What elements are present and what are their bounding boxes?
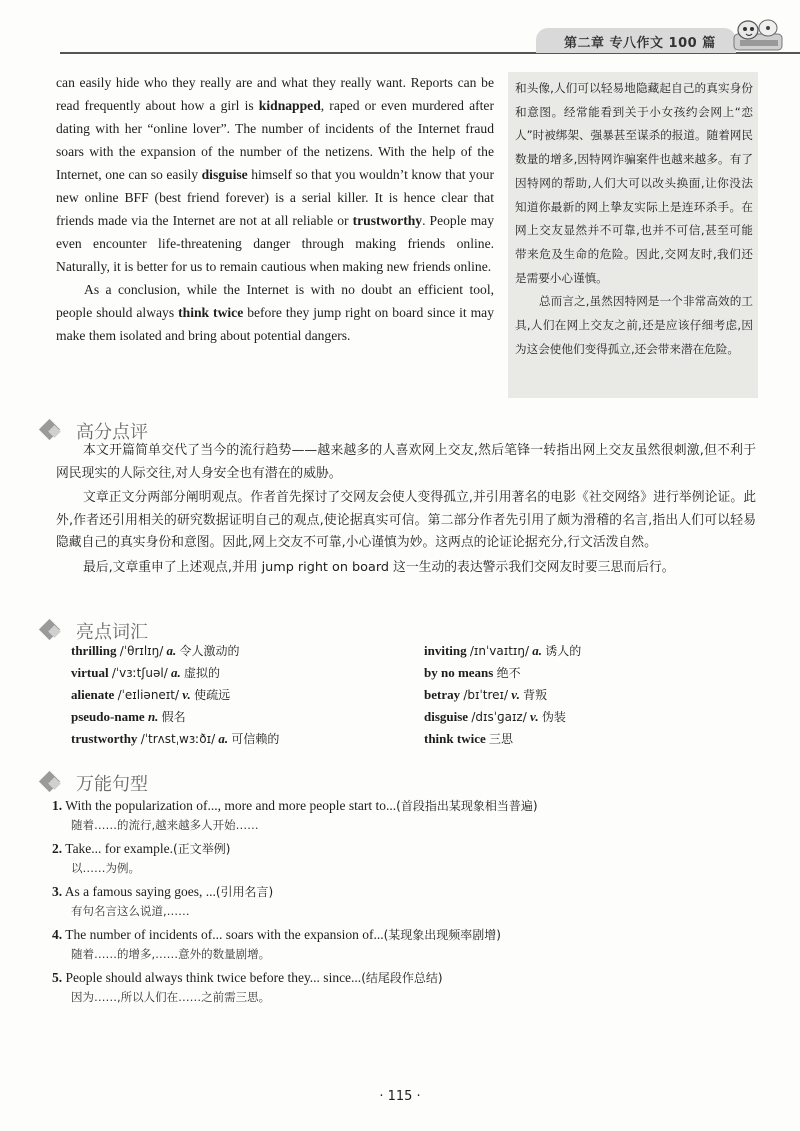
vocab-item: disguise /dɪsˈɡaɪz/ v. 伪装 [424,709,566,724]
keyword-trustworthy: trustworthy [352,213,423,228]
comment-body [56,440,756,581]
sentence-pattern-item: 2. Take... for example.(正文举例) 以……为例。 [52,841,231,875]
page-header [0,22,800,54]
essay-en-paragraph-2: As a conclusion, while the Internet is with no doubt an efficient tool, people should always think twice before they jump right on board since it may make them isolated and bring about potential dangers. [56,282,495,343]
keyword-disguise: disguise [201,167,248,182]
sentence-pattern-item: 5. People should always think twice before they... since...(结尾段作总结) 因为……,所以人们在……之前需三思。 [52,970,443,1004]
vocab-item: alienate /ˈeɪliəneɪt/ v. 使疏远 [71,687,231,702]
sentence-pattern-item: 1. With the popularization of..., more and more people start to...(首段指出某现象相当普遍) 随着……的流行,越来越多人开始…… [52,798,538,832]
sentence-pattern-item: 4. The number of incidents of... soars with the expansion of...(某现象出现频率剧增) 随着……的增多,……意外的数量剧增。 [52,927,501,961]
vocab-item: think twice 三思 [424,731,514,746]
essay-en-paragraph-1: can easily hide who they really are and what they really want. Reports can be read frequently about how a girl is kidnapped, raped or even murdered after dating with her “online lover”. The number of incidents of the Internet fraud soars with the expansion of the number of the netizens. With the help of the Internet, one can so easily disguise himself so that you wouldn’t know that your new online BFF (best friend forever) is a serial killer. It is hence clear that friends made via the Internet are not at all reliable or trustworthy. People may even encounter life-threatening danger through making friends online. Naturally, it is better for us to remain cautious when making new friends online. [56,75,494,274]
vocab-item: by no means 绝不 [424,665,521,680]
page-number: · 115 · [379,1089,421,1104]
chapter-title: 第二章 专八作文 100 篇 [564,36,716,51]
keyword-think-twice: think twice [178,305,244,320]
essay-english [56,71,494,347]
vocab-item: inviting /ɪnˈvaɪtɪŋ/ a. 诱人的 [424,643,582,658]
essay-cn-paragraph-1: 和头像,人们可以轻易地隐藏起自己的真实身份和意图。经常能看到关于小女孩约会网上“恋人”时被绑架、强暴甚至谋杀的报道。随着网民数量的增多,因特网诈骗案件也越来越多。有了因特网的帮助,人们大可以改头换面,让你没法知道你最新的网上挚友实际上是连环杀手。在网上交友显然并不可靠,也并不可信,甚至可能带来危及生命的危险。因此,交网友时,我们还是需要小心谨慎。 [515,81,753,285]
essay-cn-paragraph-2: 总而言之,虽然因特网是一个非常高效的工具,人们在网上交友之前,还是应该仔细考虑,因为这会使他们变得孤立,还会带来潜在危险。 [515,294,753,356]
vocab-item: betray /bɪˈtreɪ/ v. 背叛 [424,687,548,702]
cartoon-bird-logo-icon [728,18,786,52]
vocab-item: trustworthy /ˈtrʌstˌwɜːðɪ/ a. 可信赖的 [71,731,280,746]
vocab-item: virtual /ˈvɜːtʃuəl/ a. 虚拟的 [71,665,221,680]
comment-paragraph: 本文开篇简单交代了当今的流行趋势——越来越多的人喜欢网上交友,然后笔锋一转指出网上交友虽然很刺激,但不利于网民现实的人际交往,对人身安全也有潜在的威胁。 [56,443,756,481]
comment-paragraph: 文章正文分两部分阐明观点。作者首先探讨了交网友会使人变得孤立,并引用著名的电影《社交网络》进行举例论证。此外,作者还引用相关的研究数据证明自己的观点,使论据真实可信。第二部分作者先引用了颇为滑稽的名言,指出人们可以轻易隐藏自己的真实身份和意图。因此,网上交友不可靠,小心谨慎为妙。这两点的论证论据充分,行文活泼自然。 [56,490,756,550]
comment-paragraph: 最后,文章重申了上述观点,并用 jump right on board 这一生动的表达警示我们交网友时要三思而后行。 [83,559,675,575]
sentence-pattern-item: 3. As a famous saying goes, ...(引用名言) 有句名言这么说道,…… [52,884,274,918]
vocab-item: pseudo-name n. 假名 [71,709,186,724]
essay-chinese [515,77,753,361]
vocab-item: thrilling /ˈθrɪlɪŋ/ a. 令人激动的 [71,643,240,658]
keyword-kidnapped: kidnapped [258,98,321,113]
